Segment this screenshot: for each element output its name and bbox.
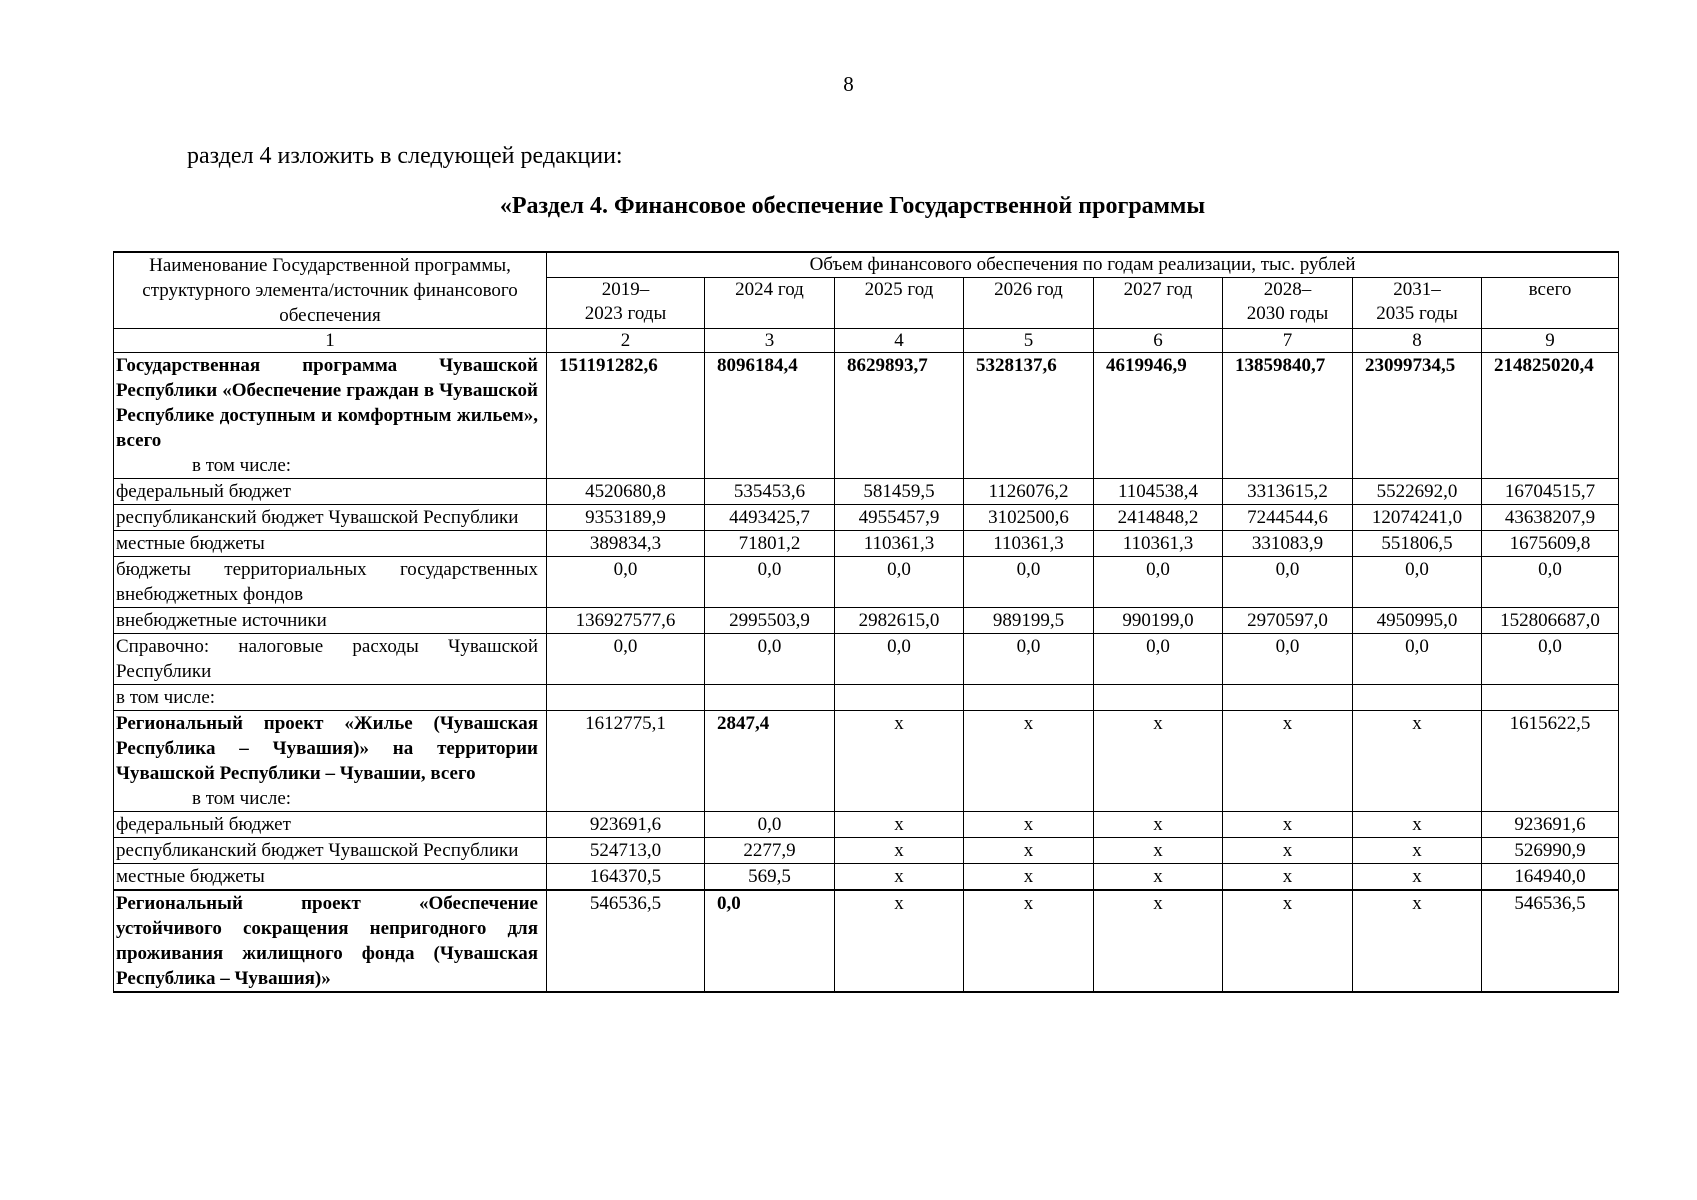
row-value: 581459,5	[835, 479, 964, 505]
row-value: 546536,5	[547, 890, 705, 992]
row-value: 535453,6	[705, 479, 835, 505]
row-name-text: федеральный бюджет	[116, 814, 291, 835]
table-row	[114, 353, 1619, 479]
row-value	[964, 685, 1094, 711]
row-value: 524713,0	[547, 838, 705, 864]
row-value: 0,0	[547, 634, 705, 685]
row-value: 214825020,4	[1482, 353, 1619, 479]
row-value: 1104538,4	[1094, 479, 1223, 505]
header-year: 2024 год	[705, 278, 835, 329]
row-name-text: республиканский бюджет Чувашской Республики	[116, 507, 519, 528]
row-value: x	[964, 711, 1094, 812]
row-value	[835, 685, 964, 711]
row-value: 0,0	[1482, 557, 1619, 608]
section-title	[0, 193, 1697, 220]
table-row	[114, 505, 1619, 531]
row-value: x	[835, 838, 964, 864]
row-value: 5328137,6	[964, 353, 1094, 479]
table-row	[114, 685, 1619, 711]
row-value: 1615622,5	[1482, 711, 1619, 812]
table-row	[114, 608, 1619, 634]
row-name	[114, 531, 547, 557]
row-value: 569,5	[705, 864, 835, 891]
header-year: 2027 год	[1094, 278, 1223, 329]
row-value: 331083,9	[1223, 531, 1353, 557]
header-year: 2028– 2030 годы	[1223, 278, 1353, 329]
row-value: 990199,0	[1094, 608, 1223, 634]
row-name	[114, 711, 547, 812]
row-name	[114, 864, 547, 891]
row-value: 0,0	[1353, 634, 1482, 685]
row-value: 4493425,7	[705, 505, 835, 531]
row-value: x	[835, 711, 964, 812]
header-year: 2026 год	[964, 278, 1094, 329]
financing-table	[113, 251, 1619, 993]
row-value: 3102500,6	[964, 505, 1094, 531]
row-name-text: республиканский бюджет Чувашской Республики	[116, 840, 519, 861]
row-value: 923691,6	[1482, 812, 1619, 838]
row-value: x	[964, 838, 1094, 864]
row-value: 0,0	[835, 634, 964, 685]
row-name	[114, 812, 547, 838]
row-value: 2970597,0	[1223, 608, 1353, 634]
row-value: 136927577,6	[547, 608, 705, 634]
row-value: 0,0	[835, 557, 964, 608]
row-name	[114, 890, 547, 992]
column-index: 5	[964, 329, 1094, 353]
row-name	[114, 634, 547, 685]
table-row	[114, 634, 1619, 685]
row-value: 4520680,8	[547, 479, 705, 505]
row-value: x	[835, 812, 964, 838]
row-value: 164370,5	[547, 864, 705, 891]
row-value: 0,0	[705, 890, 835, 992]
row-value: 164940,0	[1482, 864, 1619, 891]
row-name	[114, 838, 547, 864]
row-value: 546536,5	[1482, 890, 1619, 992]
row-name	[114, 608, 547, 634]
header-year: 2031– 2035 годы	[1353, 278, 1482, 329]
row-value: 0,0	[1223, 557, 1353, 608]
row-value: 0,0	[1223, 634, 1353, 685]
row-value: x	[1094, 864, 1223, 891]
row-value: 23099734,5	[1353, 353, 1482, 479]
row-value: 2414848,2	[1094, 505, 1223, 531]
row-value: 110361,3	[835, 531, 964, 557]
row-value: 389834,3	[547, 531, 705, 557]
row-name-text: Государственная программа Чувашской Республики «Обеспечение граждан в Чувашской Республике доступным и комфортным жильем», всего	[116, 355, 538, 451]
header-group: Объем финансового обеспечения по годам реализации, тыс. рублей	[547, 252, 1619, 278]
row-value: 4619946,9	[1094, 353, 1223, 479]
row-value: x	[1353, 812, 1482, 838]
row-name	[114, 353, 547, 479]
header-year: 2019– 2023 годы	[547, 278, 705, 329]
row-value: 1675609,8	[1482, 531, 1619, 557]
row-name-text: бюджеты территориальных государственных внебюджетных фондов	[116, 559, 538, 605]
row-name	[114, 685, 547, 711]
row-value: 551806,5	[1353, 531, 1482, 557]
header-name-col: Наименование Государственной программы, структурного элемента/источник финансового обеспечения	[114, 252, 547, 329]
row-name-text: местные бюджеты	[116, 866, 265, 887]
row-value: 8629893,7	[835, 353, 964, 479]
row-value: 923691,6	[547, 812, 705, 838]
row-name	[114, 505, 547, 531]
table-row	[114, 557, 1619, 608]
row-value: 71801,2	[705, 531, 835, 557]
row-value: 2995503,9	[705, 608, 835, 634]
row-name-text: в том числе:	[116, 687, 216, 708]
row-value: 2277,9	[705, 838, 835, 864]
row-value: x	[835, 864, 964, 891]
row-value: 4955457,9	[835, 505, 964, 531]
column-index: 4	[835, 329, 964, 353]
table-row	[114, 812, 1619, 838]
section-title-text: «Раздел 4. Финансовое обеспечение Государственной программы	[499, 193, 1206, 219]
row-value: 4950995,0	[1353, 608, 1482, 634]
column-index: 2	[547, 329, 705, 353]
table-row	[114, 711, 1619, 812]
header-index-row	[114, 329, 1619, 353]
row-value: x	[1223, 838, 1353, 864]
row-value: 110361,3	[964, 531, 1094, 557]
row-value	[1223, 685, 1353, 711]
table-row	[114, 531, 1619, 557]
page-number: 8	[843, 72, 854, 96]
table-row	[114, 838, 1619, 864]
row-value: 2982615,0	[835, 608, 964, 634]
row-value	[1482, 685, 1619, 711]
row-name	[114, 479, 547, 505]
row-value: 0,0	[964, 557, 1094, 608]
row-value: 12074241,0	[1353, 505, 1482, 531]
row-value: x	[1094, 812, 1223, 838]
row-name-text: Региональный проект «Жилье (Чувашская Республика – Чувашия)» на территории Чувашской Республики – Чувашии, всего	[116, 713, 538, 784]
row-value: 0,0	[547, 557, 705, 608]
row-value: 7244544,6	[1223, 505, 1353, 531]
row-value	[547, 685, 705, 711]
row-value: x	[1353, 864, 1482, 891]
row-value: 5522692,0	[1353, 479, 1482, 505]
row-subnote: в том числе:	[192, 455, 292, 476]
row-value: 8096184,4	[705, 353, 835, 479]
row-value	[705, 685, 835, 711]
row-value: 13859840,7	[1223, 353, 1353, 479]
row-value: 0,0	[705, 634, 835, 685]
row-value: x	[1094, 838, 1223, 864]
row-name-text: федеральный бюджет	[116, 481, 291, 502]
row-value: 9353189,9	[547, 505, 705, 531]
table-row	[114, 479, 1619, 505]
row-value: 3313615,2	[1223, 479, 1353, 505]
row-name-text: Региональный проект «Обеспечение устойчивого сокращения непригодного для проживания жилищного фонда (Чувашская Республика – Чувашия)»	[116, 893, 538, 989]
column-index: 6	[1094, 329, 1223, 353]
table-body	[114, 353, 1619, 993]
row-value: x	[1223, 864, 1353, 891]
row-value	[1353, 685, 1482, 711]
row-value: 1126076,2	[964, 479, 1094, 505]
row-value: 152806687,0	[1482, 608, 1619, 634]
row-value: x	[1223, 711, 1353, 812]
row-value: x	[1353, 890, 1482, 992]
header-year: всего	[1482, 278, 1619, 329]
row-value: 0,0	[1353, 557, 1482, 608]
row-value: x	[1353, 711, 1482, 812]
row-value: 0,0	[1094, 557, 1223, 608]
row-value: 0,0	[705, 812, 835, 838]
column-index: 9	[1482, 329, 1619, 353]
row-value: 1612775,1	[547, 711, 705, 812]
row-value: x	[1094, 890, 1223, 992]
column-index: 7	[1223, 329, 1353, 353]
row-value	[1094, 685, 1223, 711]
row-value: x	[964, 864, 1094, 891]
row-value: 16704515,7	[1482, 479, 1619, 505]
row-value: x	[1223, 890, 1353, 992]
header-year: 2025 год	[835, 278, 964, 329]
row-value: 2847,4	[705, 711, 835, 812]
table-row	[114, 864, 1619, 891]
row-value: 989199,5	[964, 608, 1094, 634]
row-subnote: в том числе:	[192, 788, 292, 809]
row-value: 526990,9	[1482, 838, 1619, 864]
row-value: 0,0	[1482, 634, 1619, 685]
row-value: 0,0	[1094, 634, 1223, 685]
row-value: 0,0	[705, 557, 835, 608]
column-index: 3	[705, 329, 835, 353]
row-value: x	[1094, 711, 1223, 812]
column-index: 8	[1353, 329, 1482, 353]
row-value: x	[1223, 812, 1353, 838]
row-value: x	[964, 812, 1094, 838]
row-name-text: местные бюджеты	[116, 533, 265, 554]
row-name-text: Справочно: налоговые расходы Чувашской Республики	[116, 636, 538, 682]
row-value: 43638207,9	[1482, 505, 1619, 531]
row-value: 0,0	[964, 634, 1094, 685]
row-value: 110361,3	[1094, 531, 1223, 557]
column-index: 1	[114, 329, 547, 353]
row-name-text: внебюджетные источники	[116, 610, 327, 631]
row-value: x	[1353, 838, 1482, 864]
table-row	[114, 890, 1619, 992]
row-name	[114, 557, 547, 608]
intro-text: раздел 4 изложить в следующей редакции:	[187, 143, 623, 169]
row-value: 151191282,6	[547, 353, 705, 479]
row-value: x	[835, 890, 964, 992]
row-value: x	[964, 890, 1094, 992]
